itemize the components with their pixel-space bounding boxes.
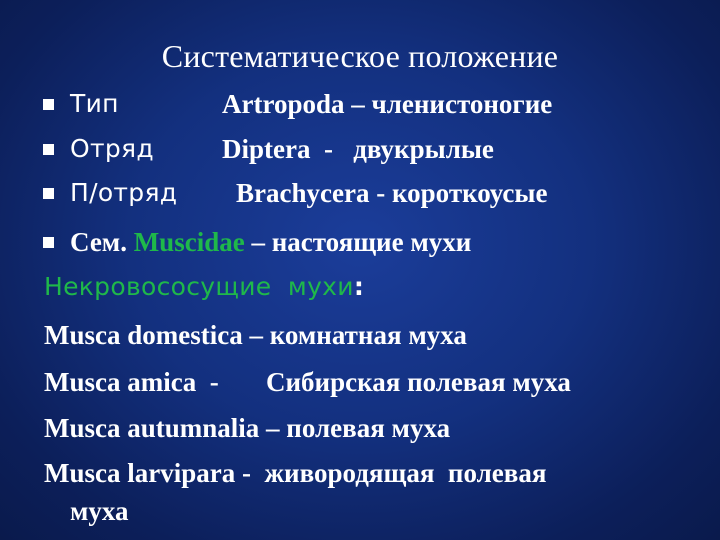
species-row	[0, 317, 720, 353]
latin-name: Diptera	[222, 134, 311, 164]
bullet-row-suborder	[0, 175, 720, 211]
square-bullet-icon	[43, 237, 54, 248]
latin-name: Muscidae	[133, 227, 245, 257]
latin-name: Artropoda	[222, 89, 345, 119]
species-russian: Сибирская полевая муха	[265, 367, 571, 397]
slide-title: Систематическое положение	[161, 38, 559, 74]
species-line	[44, 455, 546, 491]
species-row	[0, 410, 720, 446]
russian-name: короткоусые	[391, 178, 548, 208]
rank-label: Тип	[70, 89, 119, 118]
species-latin: Musca autumnalia	[44, 413, 260, 443]
separator: –	[242, 320, 270, 350]
species-row	[0, 364, 720, 400]
species-latin: Musca larvipara	[44, 458, 236, 488]
heading-colon: :	[353, 272, 365, 301]
species-latin: Musca amica	[44, 367, 197, 397]
species-continuation: муха	[70, 496, 129, 526]
species-russian: живородящая полевая	[264, 458, 547, 488]
taxon-line	[236, 175, 547, 211]
species-line	[44, 364, 571, 400]
taxon-line	[222, 131, 494, 167]
species-russian: полевая муха	[286, 413, 451, 443]
species-row	[0, 455, 720, 491]
section-heading	[0, 269, 720, 305]
separator: -	[369, 178, 392, 208]
bullet-row-family	[0, 224, 720, 260]
species-line	[44, 317, 467, 353]
russian-name: двукрылые	[353, 134, 494, 164]
heading-label: Некровососущие мухи	[44, 272, 354, 301]
species-latin: Musca domestica	[44, 320, 243, 350]
rank-label: Отряд	[70, 134, 154, 163]
bullet-row-order	[0, 131, 720, 167]
taxon-line	[70, 224, 471, 260]
square-bullet-icon	[43, 99, 54, 110]
taxon-line	[222, 86, 552, 122]
russian-name: настоящие мухи	[271, 227, 472, 257]
rank-label: П/отряд	[70, 178, 178, 207]
separator: –	[344, 89, 372, 119]
bullet-row-type	[0, 86, 720, 122]
latin-name: Brachycera	[236, 178, 370, 208]
species-russian: комнатная муха	[269, 320, 467, 350]
square-bullet-icon	[43, 188, 54, 199]
separator: –	[244, 227, 272, 257]
separator: -	[196, 367, 266, 397]
rank-label: Сем.	[70, 227, 127, 257]
heading-text	[44, 269, 364, 305]
species-line	[44, 410, 450, 446]
separator: -	[235, 458, 265, 488]
separator: -	[310, 134, 354, 164]
russian-name: членистоногие	[371, 89, 553, 119]
separator: –	[259, 413, 287, 443]
square-bullet-icon	[43, 144, 54, 155]
species-row-continuation	[0, 493, 720, 529]
